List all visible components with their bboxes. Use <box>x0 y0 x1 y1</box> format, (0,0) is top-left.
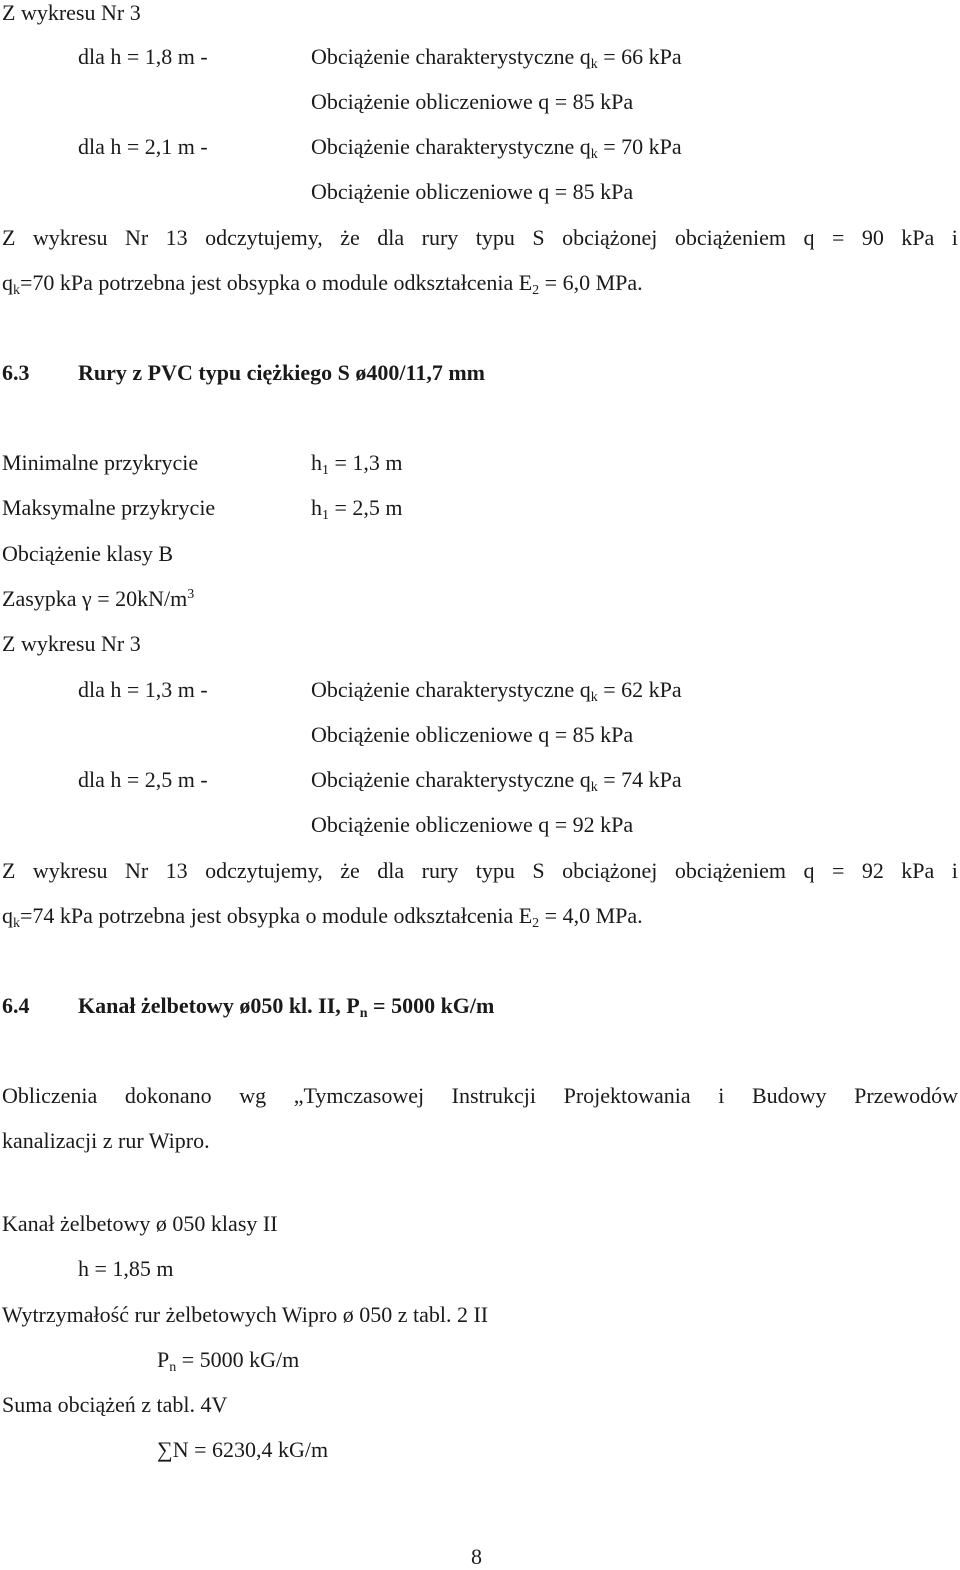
page-number: 8 <box>471 1544 482 1569</box>
s64-paragraph-word: Projektowania <box>563 1083 691 1108</box>
sum-sign-icon: ∑ <box>157 1437 173 1462</box>
s63-wykres-heading: Z wykresu Nr 3 <box>2 631 141 656</box>
s63-conclusion-word: Z <box>2 858 16 883</box>
s63-conclusion-word: i <box>951 858 958 883</box>
row2-char-load: Obciążenie charakterystyczne $q_k = 70$ kPa <box>311 134 682 162</box>
heading-z-wykresu-nr3: Z wykresu Nr 3 <box>2 0 141 25</box>
conclusion-word: 90 <box>861 225 884 250</box>
conclusion-word: 13 <box>165 225 188 250</box>
s63-conclusion-word: rury <box>421 858 459 883</box>
s64-paragraph-word: i <box>718 1083 725 1108</box>
s63-conclusion-word: wykresu <box>32 858 108 883</box>
pn-value: $P_n = 5000$ kG/m <box>157 1347 300 1375</box>
conclusion-word: q <box>803 225 815 250</box>
conclusion-word: S <box>532 225 545 250</box>
s63-row2-char-load: Obciążenie charakterystyczne $q_k = 74$ kPa <box>311 767 682 795</box>
conclusion-word: = <box>831 225 845 250</box>
s63-row1-label: dla h = 1,3 m - <box>78 677 208 702</box>
conclusion-word: Z <box>2 225 16 250</box>
s63-conclusion-word: typu <box>475 858 515 883</box>
section-6-3-title: Rury z PVC typu ciężkiego S ø400/11,7 mm <box>78 360 485 385</box>
s64-paragraph-line-1 <box>2 1083 958 1109</box>
section-6-3-number: 6.3 <box>2 360 30 385</box>
min-cover-value: $h_1 = 1,3$ m <box>311 450 403 478</box>
s64-paragraph-word: dokonano <box>124 1083 212 1108</box>
s64-paragraph-word: Budowy <box>751 1083 827 1108</box>
s63-conclusion-word: że <box>340 858 360 883</box>
conclusion-word: wykresu <box>32 225 108 250</box>
sum-label: Suma obciążeń z tabl. 4V <box>2 1392 228 1417</box>
row1-char-load: Obciążenie charakterystyczne $q_k = 66$ kPa <box>311 44 682 72</box>
conclusion-word: obciążeniem <box>674 225 786 250</box>
s63-conclusion-word: obciążonej <box>562 858 658 883</box>
kanal-spec: Kanał żelbetowy ø 050 klasy II <box>2 1211 278 1236</box>
s63-row1-calc-load: Obciążenie obliczeniowe q = 85 kPa <box>311 722 634 747</box>
row2-calc-load: Obciążenie obliczeniowe q = 85 kPa <box>311 179 634 204</box>
s64-paragraph-word: „Tymczasowej <box>293 1083 425 1108</box>
row1-calc-load: Obciążenie obliczeniowe q = 85 kPa <box>311 89 634 114</box>
backfill: Zasypka $\gamma = 20kN/m^3$ <box>2 586 195 611</box>
s63-conclusion-word: q <box>803 858 815 883</box>
s63-conclusion-word: = <box>831 858 845 883</box>
section-6-4-title: Kanał żelbetowy ø050 kl. II, $P_n = 5000$ kG/m <box>78 993 495 1021</box>
s63-conclusion-word: kPa <box>901 858 935 883</box>
conclusion-word: odczytujemy, <box>205 225 323 250</box>
conclusion-word: i <box>951 225 958 250</box>
s63-conclusion-word: 13 <box>165 858 188 883</box>
conclusion-word: że <box>340 225 360 250</box>
conclusion-word: typu <box>475 225 515 250</box>
s64-paragraph-line-2: kanalizacji z rur Wipro. <box>2 1128 210 1153</box>
s64-paragraph-word: Instrukcji <box>451 1083 536 1108</box>
sum-value: ∑N = 6230,4 kG/m <box>157 1437 329 1462</box>
s63-conclusion-line-2: $q_k=74$ kPa potrzebna jest obsypka o module odkształcenia $E_2 = 4,0$ MPa. <box>2 903 643 931</box>
conclusion-word: Nr <box>124 225 149 250</box>
s64-paragraph-word: wg <box>239 1083 267 1108</box>
min-cover-label: Minimalne przykrycie <box>2 450 199 475</box>
s63-conclusion-word: dla <box>377 858 405 883</box>
conclusion-line-2: $q_k=70$ kPa potrzebna jest obsypka o module odkształcenia $E_2 = 6,0$ MPa. <box>2 270 643 298</box>
conclusion-word: obciążonej <box>562 225 658 250</box>
s63-conclusion-word: odczytujemy, <box>205 858 323 883</box>
section-6-4-number: 6.4 <box>2 993 30 1018</box>
strength-label: Wytrzymałość rur żelbetowych Wipro ø 050 z tabl. 2 II <box>2 1302 489 1327</box>
s63-row2-label: dla h = 2,5 m - <box>78 767 208 792</box>
depth-value: h = 1,85 m <box>78 1256 174 1281</box>
conclusion-word: dla <box>377 225 405 250</box>
s63-conclusion-word: S <box>532 858 545 883</box>
s63-row2-calc-load: Obciążenie obliczeniowe q = 92 kPa <box>311 812 634 837</box>
conclusion-line-1 <box>2 225 958 251</box>
max-cover-value: $h_1 = 2,5$ m <box>311 495 403 523</box>
s63-conclusion-word: Nr <box>124 858 149 883</box>
s63-conclusion-line-1 <box>2 858 958 884</box>
load-class: Obciążenie klasy B <box>2 541 174 566</box>
s63-row1-char-load: Obciążenie charakterystyczne $q_k = 62$ kPa <box>311 677 682 705</box>
s63-conclusion-word: 92 <box>861 858 884 883</box>
s64-paragraph-word: Obliczenia <box>2 1083 98 1108</box>
conclusion-word: kPa <box>901 225 935 250</box>
conclusion-word: rury <box>421 225 459 250</box>
max-cover-label: Maksymalne przykrycie <box>2 495 216 520</box>
row2-label: dla h = 2,1 m - <box>78 134 208 159</box>
s64-paragraph-word: Przewodów <box>854 1083 958 1108</box>
row1-label: dla h = 1,8 m - <box>78 44 208 69</box>
s63-conclusion-word: obciążeniem <box>674 858 786 883</box>
